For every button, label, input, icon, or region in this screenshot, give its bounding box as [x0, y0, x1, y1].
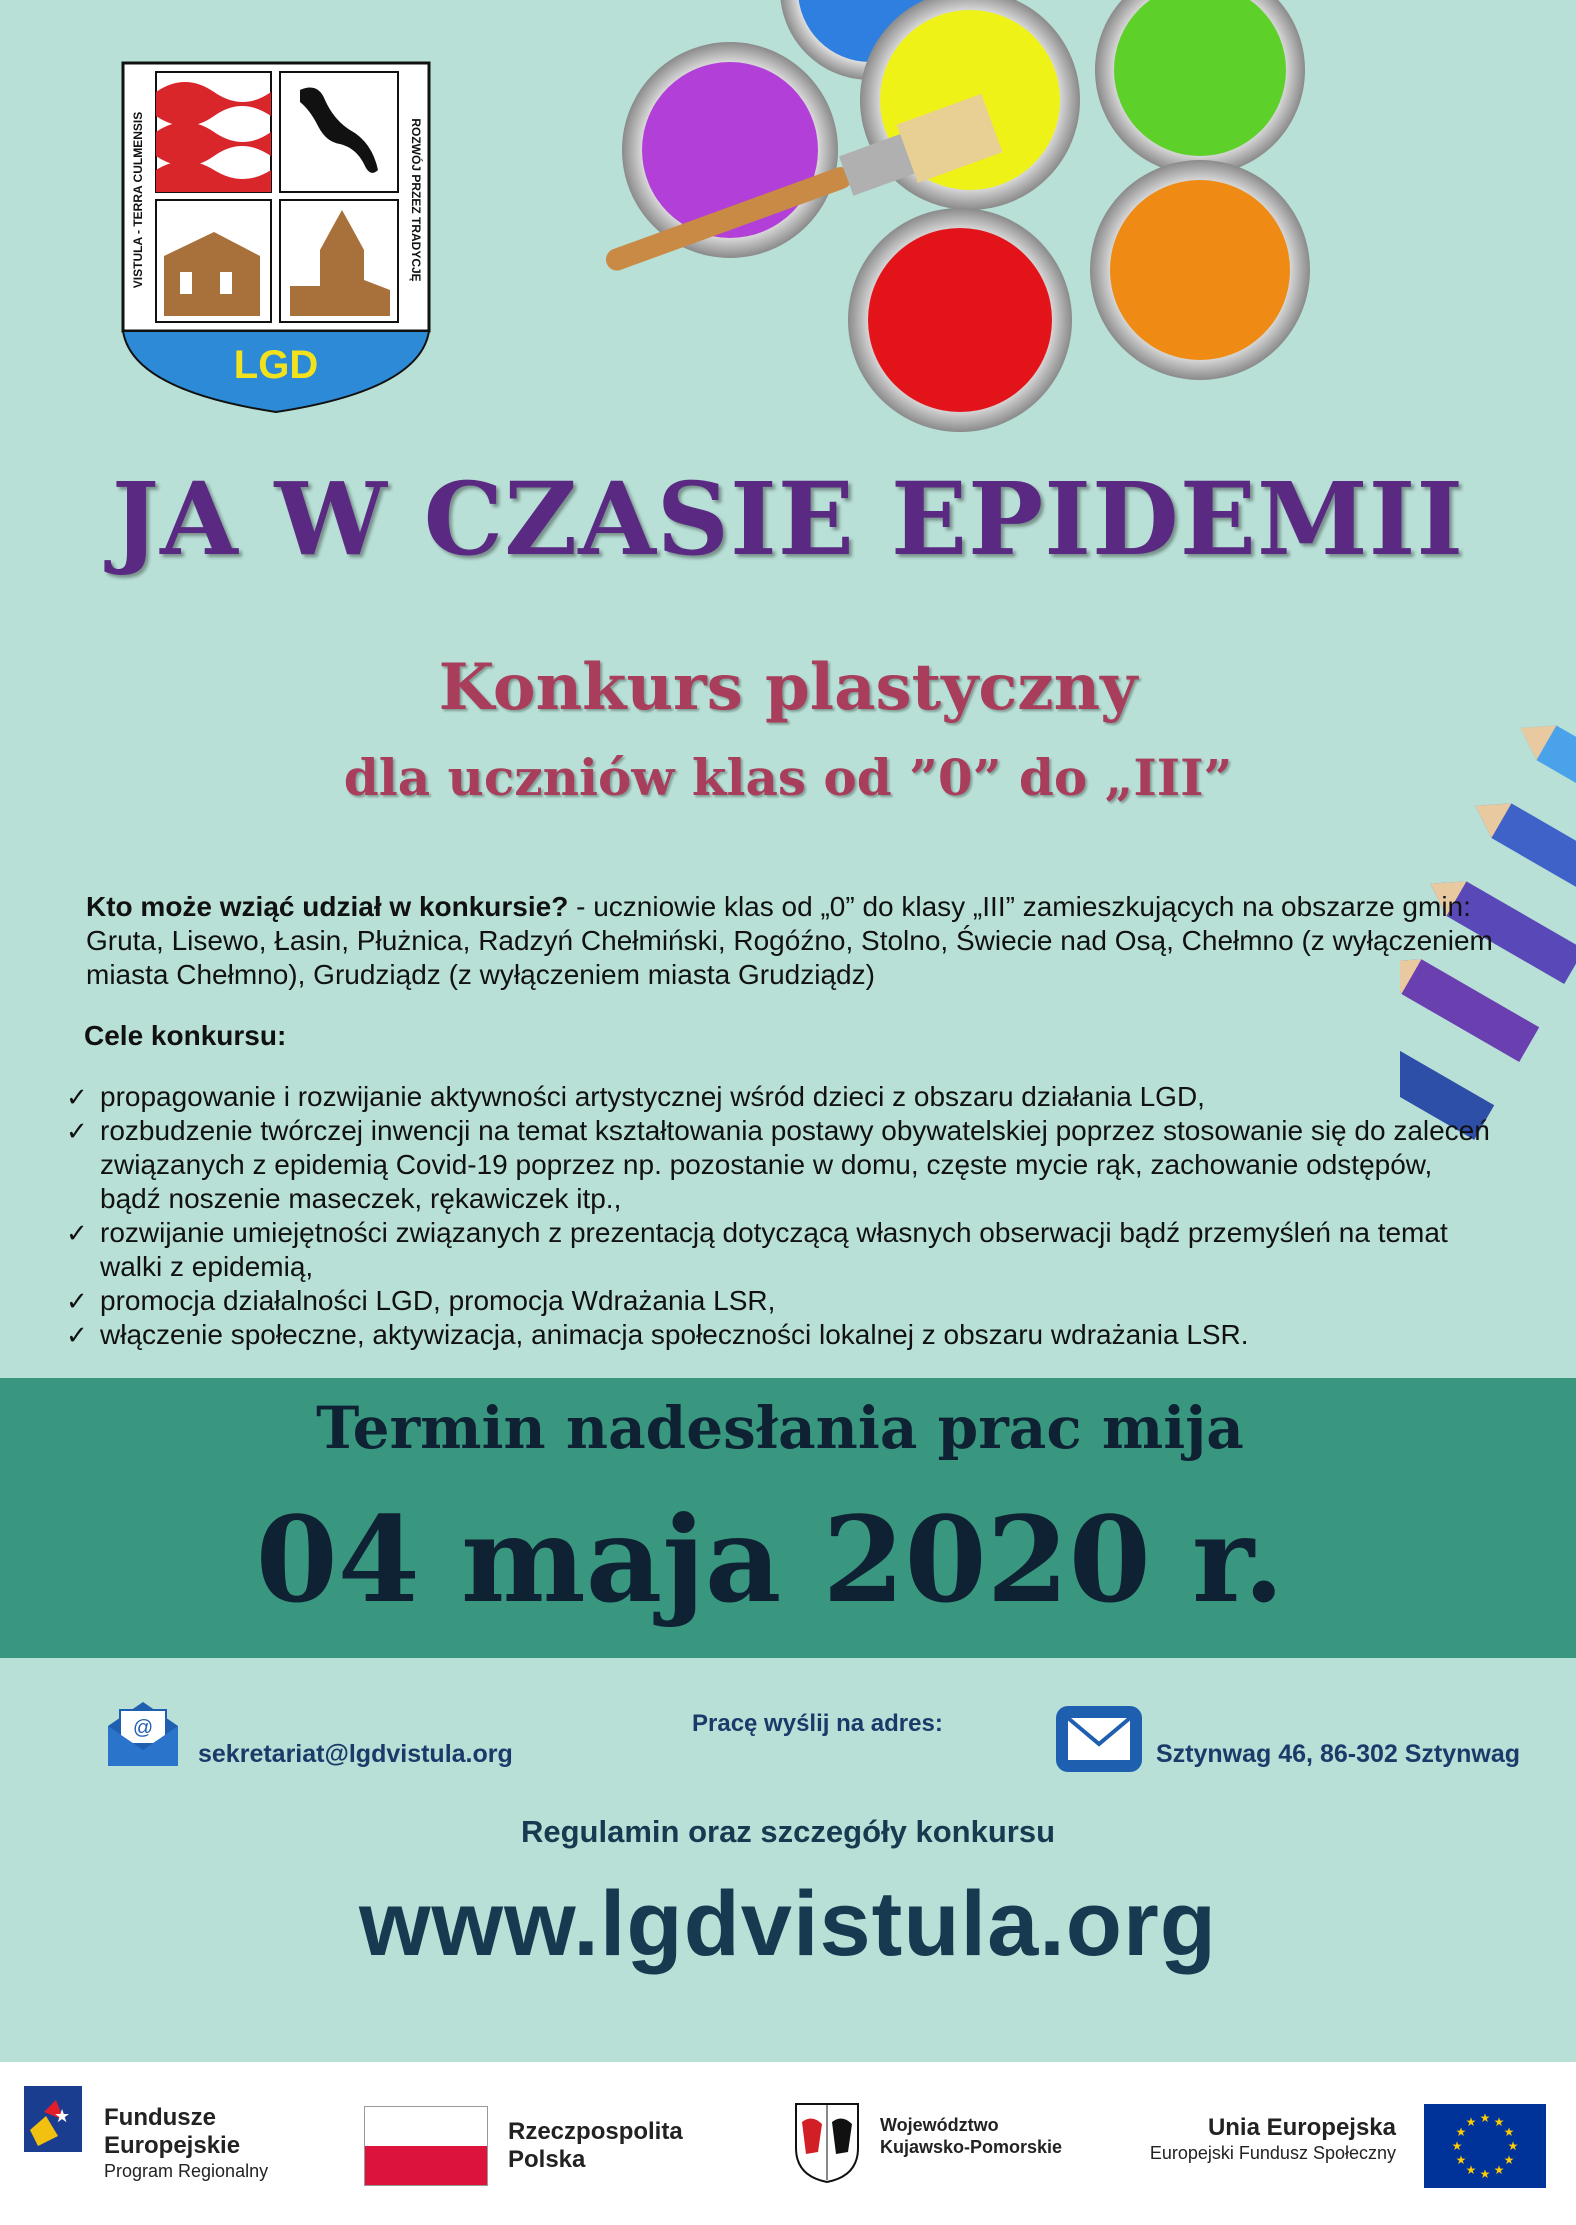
envelope-icon — [1054, 1704, 1144, 1774]
svg-text:★: ★ — [1493, 2163, 1505, 2177]
subtitle: Konkurs plastyczny — [438, 650, 1138, 725]
svg-text:★: ★ — [54, 2106, 71, 2127]
subtitle-audience: dla uczniów klas od ”0” do „III” — [343, 748, 1233, 807]
svg-text:★: ★ — [1465, 2115, 1477, 2129]
logo-right-text: ROZWÓJ PRZEZ TRADYCJĘ — [409, 118, 423, 282]
checkmark-icon: ✓ — [66, 1286, 88, 1316]
website-link[interactable]: www.lgdvistula.org — [359, 1873, 1217, 1975]
rp-line2: Polska — [508, 2146, 586, 2173]
goal-item: ✓ promocja działalności LGD, promocja Wdrażania LSR, — [66, 1285, 776, 1316]
goal-item: ✓ rozbudzenie twórczej inwencji na temat kształtowania postawy obywatelskiej poprzez stosowanie się do zaleceń związanych z epidemią Covid-19 poprzez np. pozostanie w domu, częste mycie rąk, zachowanie odstępów, bądź noszenie maseczek, rękawiczek itp., — [66, 1115, 1490, 1214]
svg-text:★: ★ — [1493, 2115, 1505, 2129]
logo-left-text: VISTULA - TERRA CULMENSIS — [131, 111, 145, 289]
logo-badge-text: LGD — [233, 343, 319, 387]
send-label: Pracę wyślij na adres: — [692, 1710, 943, 1737]
checkmark-icon: ✓ — [66, 1082, 88, 1112]
eu-flag-icon — [1424, 2104, 1546, 2193]
kp-line1: Województwo — [880, 2115, 999, 2135]
svg-text:★: ★ — [1507, 2139, 1519, 2153]
email-icon — [104, 1700, 182, 1770]
kp-coat-of-arms-icon — [794, 2102, 860, 2189]
goals-heading: Cele konkursu: — [84, 1020, 287, 1051]
svg-text:@: @ — [132, 1717, 154, 1739]
rules-text: Regulamin oraz szczegóły konkursu — [520, 1814, 1056, 1849]
fe-line3: Program Regionalny — [104, 2161, 269, 2181]
paint-cans-illustration — [560, 0, 1360, 440]
goal-item: ✓ rozwijanie umiejętności związanych z prezentacją dotyczącą własnych obserwacji bądź przemyśleń na temat walki z epidemią, — [66, 1217, 1448, 1282]
rp-line1: Rzeczpospolita — [508, 2118, 683, 2145]
svg-text:★: ★ — [1465, 2163, 1477, 2177]
svg-text:★: ★ — [1479, 2167, 1491, 2181]
deadline-date: 04 maja 2020 r. — [255, 1490, 1285, 1629]
poland-flag-icon — [364, 2106, 488, 2186]
checkmark-icon: ✓ — [66, 1116, 88, 1146]
svg-text:★: ★ — [1503, 2153, 1515, 2167]
goal-item: ✓ włączenie społeczne, aktywizacja, animacja społeczności lokalnej z obszaru wdrażania LSR. — [66, 1319, 1249, 1350]
contact-address: Sztynwag 46, 86-302 Sztynwag — [1156, 1740, 1521, 1768]
lgd-logo — [120, 60, 432, 416]
funding-footer — [0, 2062, 1576, 2225]
fe-line1: Fundusze — [104, 2104, 216, 2131]
svg-text:★: ★ — [1503, 2125, 1515, 2139]
fe-line2: Europejskie — [104, 2132, 241, 2159]
svg-text:★: ★ — [1479, 2111, 1491, 2125]
main-title: JA W CZASIE EPIDEMII — [111, 460, 1465, 578]
goals-list — [66, 1080, 1496, 1352]
svg-text:★: ★ — [1455, 2125, 1467, 2139]
ue-line1: Unia Europejska — [1207, 2114, 1396, 2141]
deadline-label: Termin nadesłania prac mija — [316, 1394, 1244, 1462]
contact-email[interactable]: sekretariat@lgdvistula.org — [198, 1740, 513, 1768]
ue-line2: Europejski Fundusz Społeczny — [1149, 2143, 1396, 2163]
fe-logo — [24, 2086, 82, 2157]
checkmark-icon: ✓ — [66, 1320, 88, 1350]
eligibility-answer: - uczniowie klas od „0” do klasy „III” zamieszkujących na obszarze gmin: Gruta, Lisewo, Łasin, Płużnica, Radzyń Chełmiński, Rogóźno, Stolno, Świecie nad Osą, Chełmno (z wyłączeniem miasta Chełmno), Grudziądz (z wyłączeniem miasta Grudziądz) — [86, 891, 1493, 990]
eligibility-question: Kto może wziąć udział w konkursie? — [86, 891, 569, 922]
goal-item: ✓ propagowanie i rozwijanie aktywności artystycznej wśród dzieci z obszaru działania LGD, — [66, 1081, 1205, 1112]
checkmark-icon: ✓ — [66, 1218, 88, 1248]
eligibility-paragraph — [86, 890, 1496, 992]
svg-text:★: ★ — [1455, 2153, 1467, 2167]
kp-line2: Kujawsko-Pomorskie — [880, 2137, 1063, 2157]
svg-text:★: ★ — [1451, 2139, 1463, 2153]
